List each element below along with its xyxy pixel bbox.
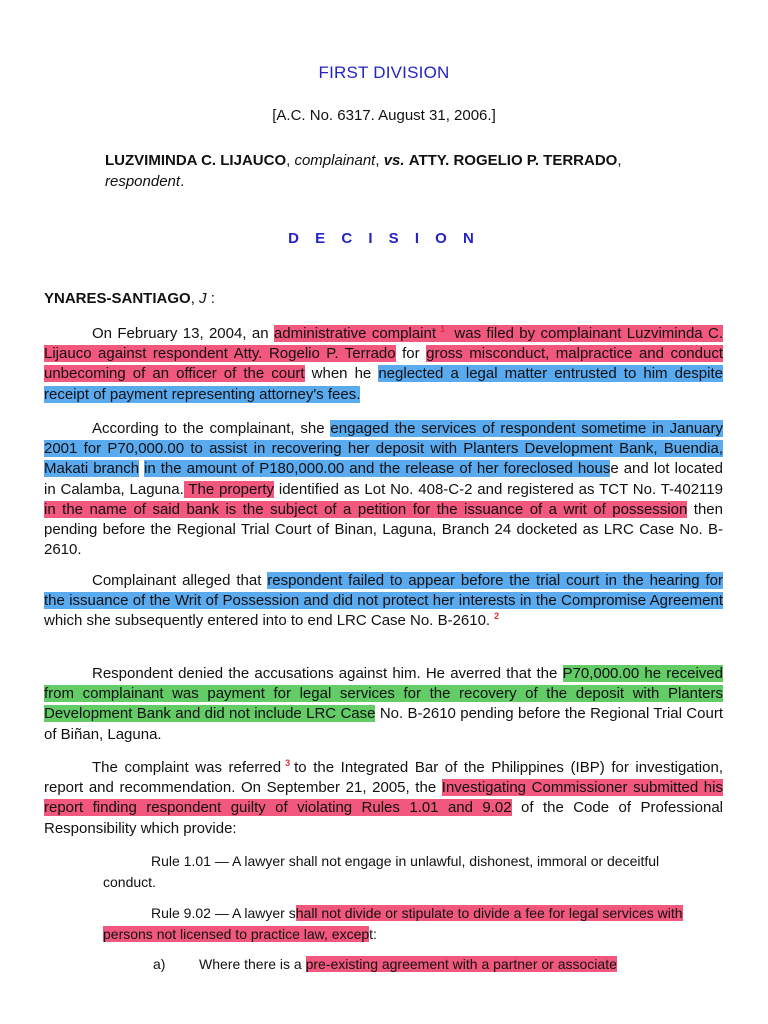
case-number: [A.C. No. 6317. August 31, 2006.]	[272, 107, 496, 124]
respondent-name: ATTY. ROGELIO P. TERRADO	[408, 152, 618, 169]
p5-text-2: to the Integrated Bar of the Philippines (IBP) for investigation, report and recommendation. On September 21, 2005, the	[44, 759, 723, 797]
versus-label: vs.	[383, 152, 405, 169]
p2-highlight-2: in the amount of P180,000.00 and the release of her foreclosed hous	[144, 460, 611, 478]
p3-text-2: which she subsequently entered into to end LRC Case No. B-2610.	[44, 612, 491, 630]
rule-9-02-highlight: hall not divide or stipulate to divide a fee for legal services with persons not licensed to practice law, excep	[103, 905, 683, 942]
footnote-2[interactable]: 2	[494, 611, 500, 622]
case-parties: LUZVIMINDA C. LIJAUCO, complainant, vs. ATTY. ROGELIO P. TERRADO, respondent.	[105, 152, 622, 190]
ponente-title: J	[199, 290, 207, 307]
p4-highlight-1: P70,000.00 he received from complainant was payment for legal services for the recovery of the deposit with Planters Development Bank and did not include LRC Case	[44, 665, 723, 723]
rule-9-02-text-1: Rule 9.02 — A lawyer s	[151, 905, 296, 921]
paragraph-4	[44, 664, 723, 745]
p2-text-5: then pending before the Regional Trial Court of Binan, Laguna, Branch 24 docketed as LRC Case No. B-2610.	[44, 500, 723, 559]
p2-text-3: e and lot located in Calamba, Laguna.	[44, 460, 723, 498]
p4-text-1: Respondent denied the accusations against him. He averred that the	[92, 665, 563, 682]
p1-text-2: for	[395, 345, 427, 363]
p5-text-1: The complaint was referred	[92, 759, 282, 776]
item-label: a)	[153, 956, 166, 972]
paragraph-5	[44, 758, 723, 839]
p2-highlight-1: engaged the services of respondent sometime in January 2001 for P70,000.00 to assist in recovering her deposit with Planters Development Bank, Buendia, Makati branch	[44, 420, 723, 478]
p1-highlight-2: gross misconduct, malpractice and conduct unbecoming of an officer of the court	[44, 345, 724, 383]
item-text: Where there is a	[199, 956, 306, 972]
p1-text-3: when he	[304, 365, 379, 383]
p1-text-1: On February 13, 2004, an	[92, 325, 274, 342]
ponente-line: YNARES-SANTIAGO, J :	[44, 290, 215, 307]
p3-highlight-1: respondent failed to appear before the trial court in the hearing for the issuance of the Writ of Possession and did not protect her interests in the Compromise Agreement	[44, 572, 723, 610]
p2-text-1: According to the complainant, she	[92, 420, 331, 437]
item-highlight: pre-existing agreement with a partner or associate	[305, 956, 617, 972]
p1-highlight-3: neglected a legal matter entrusted to him despite receipt of payment representing attorney's fees.	[44, 365, 723, 403]
footnote-1[interactable]: 1	[440, 324, 446, 334]
paragraph-1	[44, 324, 723, 405]
complainant-role: complainant	[294, 152, 376, 169]
rule-9-02	[103, 903, 683, 945]
respondent-role: respondent	[105, 173, 181, 190]
p4-text-2: No. B-2610 pending before the Regional Trial Court of Biñan, Laguna.	[44, 705, 723, 743]
ponente-name: YNARES-SANTIAGO	[44, 290, 191, 307]
rule-item-a	[153, 956, 617, 972]
division-heading: FIRST DIVISION	[318, 63, 450, 82]
p2-text-4: identified as Lot No. 408-C-2 and registered as TCT No. T-402119	[274, 480, 723, 498]
p5-text-3: of the Code of Professional Responsibility which provide:	[44, 799, 723, 837]
rule-9-02-text-2: t:	[369, 926, 377, 942]
footnote-3[interactable]: 3	[285, 758, 291, 768]
paragraph-2	[44, 419, 723, 560]
p1-highlight-1: administrative complaint $^1$ was filed by complainant Luzviminda C. Lijauco against respondent Atty. Rogelio P. Terrado	[44, 324, 723, 363]
p2-highlight-4: in the name of said bank is the subject of a petition for the issuance of a writ of possession	[44, 500, 688, 518]
p2-highlight-3: The property	[183, 480, 275, 498]
paragraph-3	[44, 571, 723, 632]
decision-title: D E C I S I O N	[288, 230, 480, 247]
p5-highlight-1: Investigating Commissioner submitted his report finding respondent guilty of violating Rules 1.01 and 9.02	[44, 779, 723, 817]
p3-text-1: Complainant alleged that	[92, 572, 268, 589]
complainant-name: LUZVIMINDA C. LIJAUCO	[105, 152, 287, 169]
rule-1-01: Rule 1.01 — A lawyer shall not engage in unlawful, dishonest, immoral or deceitful conduct.	[103, 853, 660, 890]
